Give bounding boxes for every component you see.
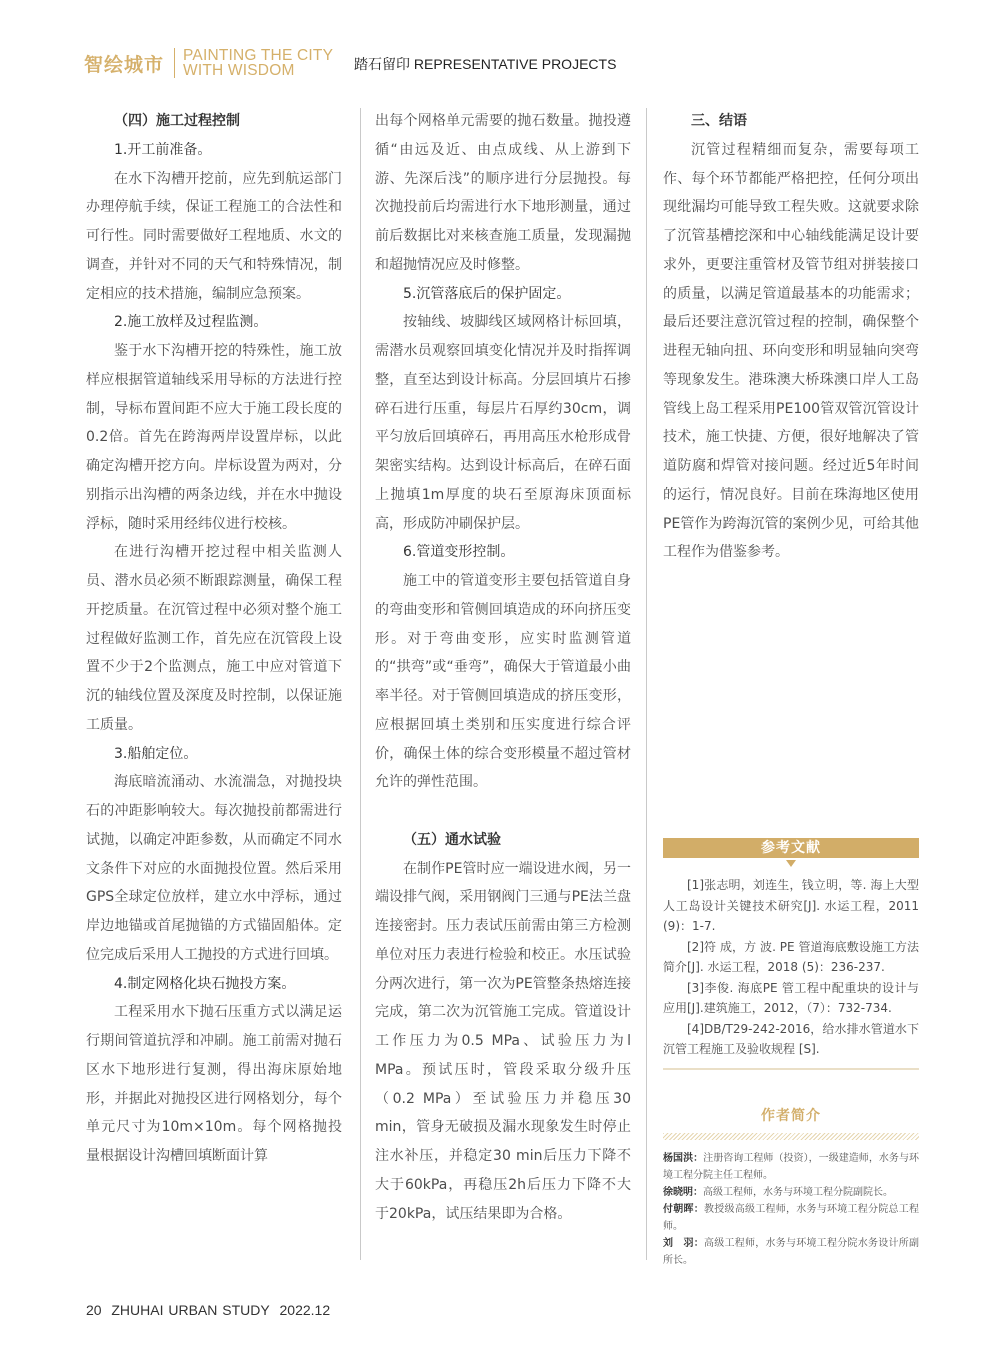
paragraph: 鉴于水下沟槽开挖的特殊性，施工放样应根据管道轴线采用导标的方法进行控制，导标布置间距不应大于施工段长度的0.2倍。首先在跨海两岸设置岸标，以此确定沟槽开挖方向。岸标设置为两对，分别指示出沟槽的两条边线，并在水中抛设浮标，随时采用经纬仪进行校核。 bbox=[86, 343, 342, 532]
author-desc: 教授级高级工程师，水务与环境工程分院总工程师。 bbox=[663, 1204, 919, 1232]
brand-divider bbox=[174, 48, 175, 78]
paragraph-continued: 出每个网格单元需要的抛石数量。抛投遵循“由远及近、由点成线、从上游到下游、先深后浅”的顺序进行分层抛投。每次抛投前后均需进行水下地形测量，通过前后数据比对来核查施工质量，发现漏抛和超抛情况应及时修整。 bbox=[375, 113, 631, 273]
brand-title-en bbox=[183, 48, 333, 78]
author-item bbox=[663, 1201, 919, 1235]
author-desc: 高级工程师，水务与环境工程分院副院长。 bbox=[703, 1187, 893, 1198]
page-number: 20 bbox=[86, 1302, 102, 1318]
references-section bbox=[663, 838, 919, 1070]
reference-item: [2]符 成，方 波. PE 管道海底敷设施工方法简介[J]. 水运工程，2018 (5)：236-237. bbox=[663, 939, 919, 974]
triangle-down-icon bbox=[786, 860, 796, 867]
brand-en-line2: WITH WISDOM bbox=[183, 62, 295, 79]
author-item bbox=[663, 1150, 919, 1184]
authors-section bbox=[663, 1105, 919, 1269]
article-column-1 bbox=[86, 107, 342, 1171]
paragraph: 沉管过程精细而复杂，需要每项工作、每个环节都能严格把控，任何分项出现纰漏均可能导致工程失败。这就要求除了沉管基槽挖深和中心轴线能满足设计要求外，更要注重管材及管节组对拼装接口的质量，以满足管道最基本的功能需求；最后还要注意沉管过程的控制，确保整个进程无轴向扭、环向变形和明显轴向突弯等现象发生。港珠澳大桥珠澳口岸人工岛管线上岛工程采用PE100管双管沉管设计技术，施工快捷、方便，很好地解决了管道防腐和焊管对接问题。经过近5年时间的运行，情况良好。目前在珠海地区使用PE管作为跨海沉管的案例少见，可给其他工程作为借鉴参考。 bbox=[663, 141, 919, 561]
author-name: 徐晓明： bbox=[663, 1187, 703, 1198]
page-footer bbox=[86, 1302, 330, 1318]
paragraph: 在制作PE管时应一端设进水阀，另一端设排气阀，采用钢阀门三通与PE法兰盘连接密封。压力表试压前需由第三方检测单位对压力表进行检验和校正。水压试验分两次进行，第一次为PE管整条热熔连接完成，第二次为沉管施工完成。管道设计工作压力为0.5 MPa、试验压力为l MPa。预试压时，管段采取分级升压（0.2 MPa）至试验压力并稳压30 min，管身无破损及漏水现象发生时停止注水补压，并稳定30 min后压力下降不大于60kPa，再稳压2h后压力下降不大于20kPa，试压结果即为合格。 bbox=[375, 860, 631, 1222]
authors-title: 作者简介 bbox=[761, 1108, 821, 1124]
masthead bbox=[84, 46, 333, 80]
issue-date: 2022.12 bbox=[279, 1302, 331, 1318]
column-divider bbox=[646, 108, 647, 1260]
column-divider bbox=[360, 108, 361, 1260]
subsection-heading: 3.船舶定位。 bbox=[114, 745, 198, 762]
references-title: 参考文献 bbox=[663, 838, 919, 858]
paragraph: 在水下沟槽开挖前，应先到航运部门办理停航手续，保证工程施工的合法性和可行性。同时需要做好工程地质、水文的调查，并针对不同的天气和特殊情况，制定相应的技术措施，编制应急预案。 bbox=[86, 170, 342, 302]
brand-en-line1: PAINTING THE CITY bbox=[183, 47, 334, 64]
paragraph: 在进行沟槽开挖过程中相关监测人员、潜水员必须不断跟踪测量，确保工程开挖质量。在沉管过程中必须对整个施工过程做好监测工作，首先应在沉管段上设置不少于2个监测点，施工中应对管道下沉的轴线位置及深度及时控制，以保证施工质量。 bbox=[86, 544, 342, 733]
subsection-heading: 2.施工放样及过程监测。 bbox=[114, 314, 268, 331]
article-column-3 bbox=[663, 107, 919, 567]
references-list bbox=[663, 875, 919, 1060]
authors-list bbox=[663, 1150, 919, 1269]
paragraph: 工程采用水下抛石压重方式以满足运行期间管道抗浮和冲刷。施工前需对抛石区水下地形进行复测，得出海床原始地形，并据此对抛投区进行网格划分，每个单元尺寸为10m×10m。每个网格抛投量根据设计沟槽回填断面计算 bbox=[86, 1004, 342, 1164]
journal-name: ZHUHAI URBAN STUDY bbox=[111, 1302, 270, 1318]
subsection-heading: 6.管道变形控制。 bbox=[403, 544, 515, 561]
decorative-hatch-divider bbox=[663, 1133, 919, 1140]
paragraph: 海底暗流涌动、水流湍急，对抛投块石的冲距影响较大。每次抛投前都需进行试抛，以确定冲距参数，从而确定不同水文条件下对应的水面抛投位置。然后采用GPS全球定位放样，建立水中浮标，通过岸边地锚或首尾抛锚的方式锚固船体。定位完成后采用人工抛投的方式进行回填。 bbox=[86, 774, 342, 963]
author-item bbox=[663, 1235, 919, 1269]
section-heading: 三、结语 bbox=[691, 113, 747, 129]
section-heading: （四）施工过程控制 bbox=[114, 113, 240, 129]
brand-title-cn: 智绘城市 bbox=[84, 53, 165, 76]
subsection-heading: 1.开工前准备。 bbox=[114, 141, 212, 158]
reference-item: [3]李俊. 海底PE 管工程中配重块的设计与应用[J].建筑施工，2012，（7）：732-734. bbox=[663, 980, 919, 1015]
author-name: 杨国洪： bbox=[663, 1153, 704, 1164]
spacer bbox=[375, 797, 631, 826]
paragraph: 按轴线、坡脚线区域网格计标回填，需潜水员观察回填变化情况并及时指挥调整，直至达到设计标高。分层回填片石掺碎石进行压重，每层片石厚约30cm，调平匀放后回填碎石，再用高压水枪形成骨架密实结构。达到设计标高后，在碎石面上抛填1m厚度的块石至原海床顶面标高，形成防冲刷保护层。 bbox=[375, 314, 631, 532]
author-name: 刘 羽： bbox=[663, 1238, 704, 1249]
author-desc: 注册咨询工程师（投资），一级建造师，水务与环境工程分院主任工程师。 bbox=[663, 1153, 920, 1181]
section-label: 踏石留印 REPRESENTATIVE PROJECTS bbox=[354, 56, 617, 72]
article-column-2 bbox=[375, 107, 631, 1228]
author-item bbox=[663, 1184, 919, 1201]
reference-item: [1]张志明，刘连生，钱立明，等. 海上大型人工岛设计关键技术研究[J]. 水运工程，2011 (9)：1-7. bbox=[663, 878, 919, 933]
author-desc: 高级工程师，水务与环境工程分院水务设计所副所长。 bbox=[663, 1238, 919, 1266]
author-name: 付朝晖： bbox=[663, 1204, 704, 1215]
subsection-heading: 4.制定网格化块石抛投方案。 bbox=[114, 975, 296, 992]
reference-item: [4]DB/T29-242-2016，给水排水管道水下沉管工程施工及验收规程 [S]. bbox=[663, 1021, 919, 1056]
references-rule bbox=[663, 1068, 919, 1070]
paragraph: 施工中的管道变形主要包括管道自身的弯曲变形和管侧回填造成的环向挤压变形。对于弯曲变形，应实时监测管道的“拱弯”或“垂弯”，确保大于管道最小曲率半径。对于管侧回填造成的挤压变形，应根据回填土类别和压实度进行综合评价，确保土体的综合变形模量不超过管材允许的弹性范围。 bbox=[375, 573, 631, 791]
section-heading: （五）通水试验 bbox=[403, 831, 501, 848]
subsection-heading: 5.沉管落底后的保护固定。 bbox=[403, 285, 571, 302]
